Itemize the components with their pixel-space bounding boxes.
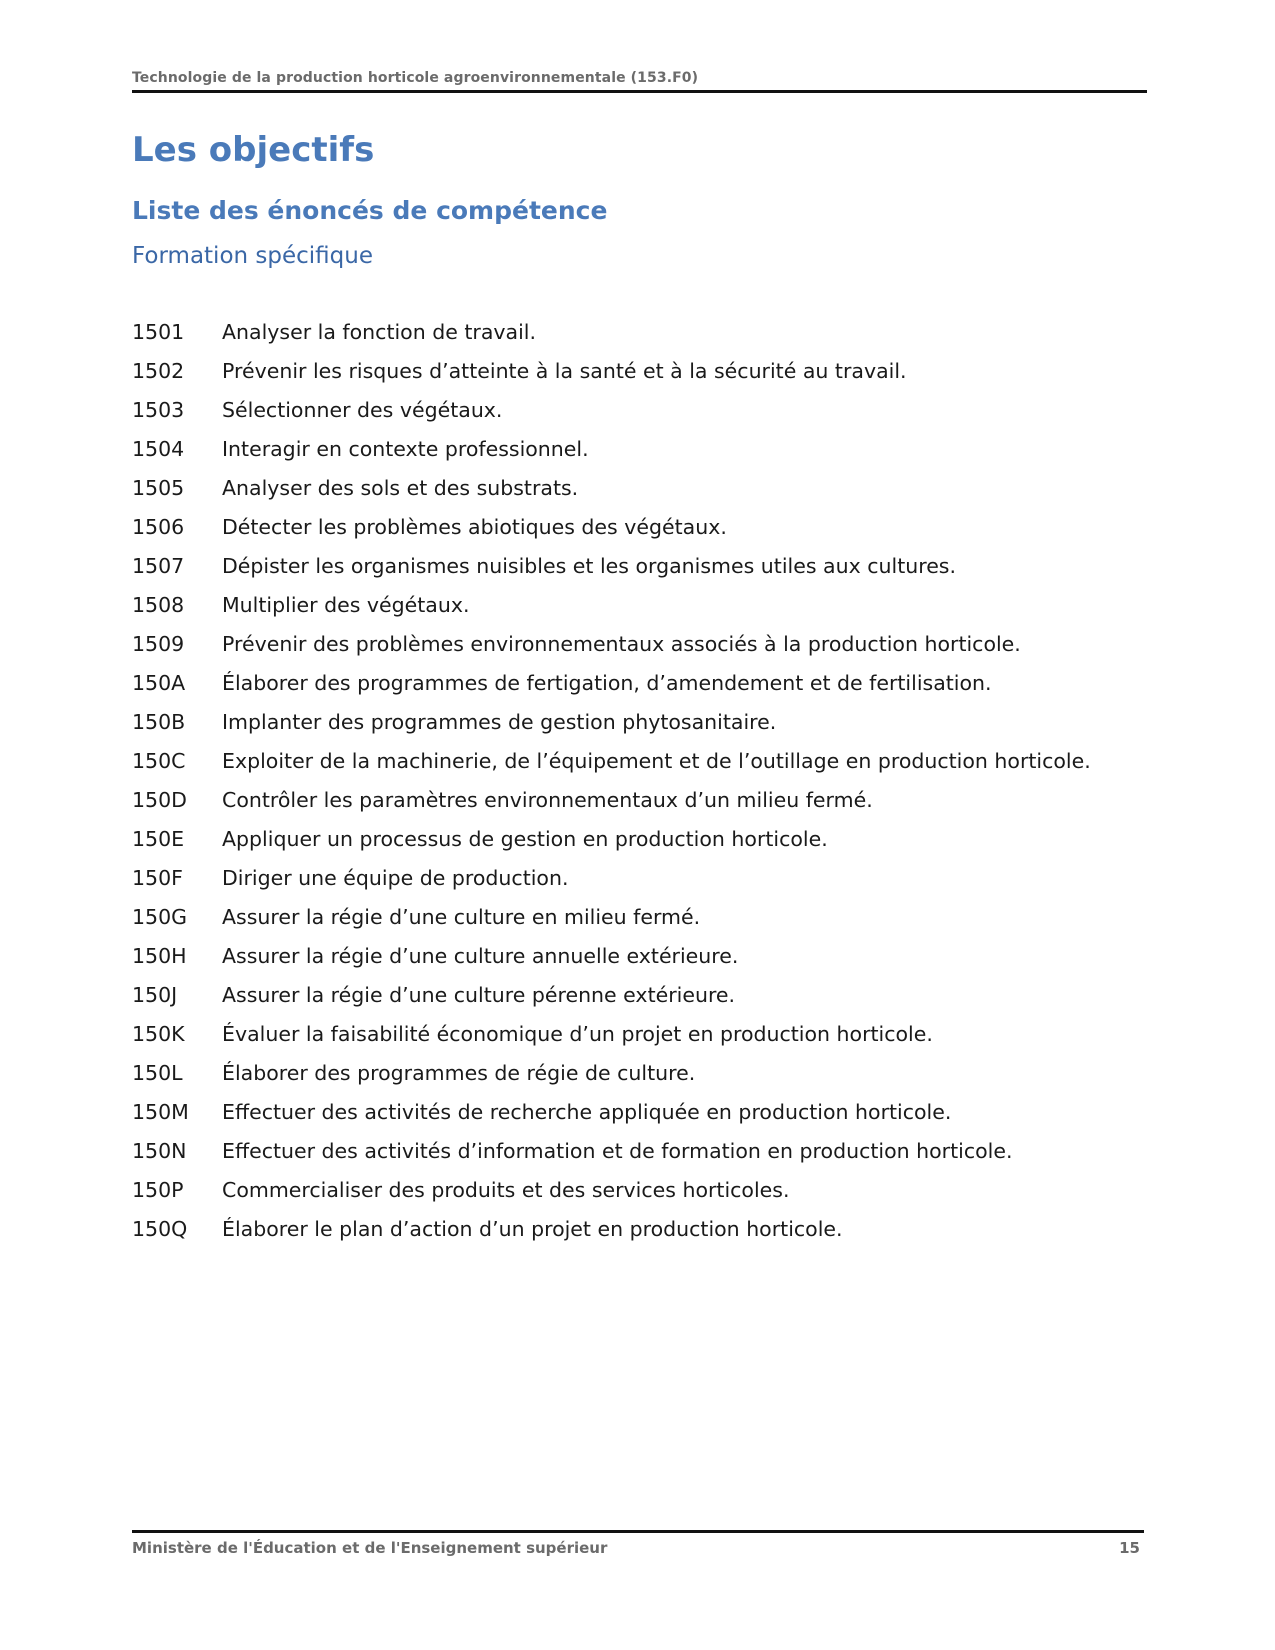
- competence-text: Exploiter de la machinerie, de l’équipement et de l’outillage en production horticole.: [222, 749, 1091, 773]
- competence-text: Effectuer des activités d’information et de formation en production horticole.: [222, 1139, 1013, 1163]
- competence-code: 1504: [132, 437, 185, 461]
- section-title: Formation spécifique: [132, 243, 373, 269]
- list-item: [132, 1217, 1147, 1256]
- competence-code: 150P: [132, 1178, 184, 1202]
- list-item: [132, 788, 1147, 827]
- list-item: [132, 554, 1147, 593]
- competence-text: Détecter les problèmes abiotiques des végétaux.: [222, 515, 727, 539]
- list-item: [132, 710, 1147, 749]
- page-header: [132, 70, 1147, 93]
- competence-text: Prévenir les risques d’atteinte à la santé et à la sécurité au travail.: [222, 359, 907, 383]
- competence-text: Interagir en contexte professionnel.: [222, 437, 589, 461]
- competence-text: Appliquer un processus de gestion en production horticole.: [222, 827, 828, 851]
- competence-code: 150K: [132, 1022, 185, 1046]
- competence-text: Élaborer des programmes de régie de culture.: [222, 1061, 696, 1085]
- competence-code: 1505: [132, 476, 185, 500]
- list-item: [132, 437, 1147, 476]
- running-title: Technologie de la production horticole agroenvironnementale (153.F0): [132, 70, 699, 86]
- competence-code: 150N: [132, 1139, 187, 1163]
- competence-code: 150Q: [132, 1217, 188, 1241]
- page-footer: [132, 1530, 1144, 1557]
- competence-code: 150M: [132, 1100, 189, 1124]
- list-item: [132, 1061, 1147, 1100]
- competence-text: Évaluer la faisabilité économique d’un projet en production horticole.: [222, 1022, 933, 1046]
- competence-text: Implanter des programmes de gestion phytosanitaire.: [222, 710, 777, 734]
- list-item: [132, 593, 1147, 632]
- list-item: [132, 398, 1147, 437]
- list-item: [132, 320, 1147, 359]
- competence-code: 150L: [132, 1061, 183, 1085]
- competence-code: 150B: [132, 710, 186, 734]
- list-item: [132, 1178, 1147, 1217]
- list-item: [132, 671, 1147, 710]
- competence-text: Prévenir des problèmes environnementaux associés à la production horticole.: [222, 632, 1021, 656]
- competence-text: Assurer la régie d’une culture pérenne extérieure.: [222, 983, 736, 1007]
- competence-text: Élaborer le plan d’action d’un projet en production horticole.: [222, 1217, 843, 1241]
- competence-text: Contrôler les paramètres environnementaux d’un milieu fermé.: [222, 788, 873, 812]
- competence-code: 1508: [132, 593, 185, 617]
- competence-code: 150J: [132, 983, 178, 1007]
- competence-text: Assurer la régie d’une culture en milieu fermé.: [222, 905, 701, 929]
- list-item: [132, 359, 1147, 398]
- competence-text: Assurer la régie d’une culture annuelle extérieure.: [222, 944, 739, 968]
- list-item: [132, 515, 1147, 554]
- competence-text: Commercialiser des produits et des services horticoles.: [222, 1178, 790, 1202]
- competence-text: Diriger une équipe de production.: [222, 866, 569, 890]
- footer-ministry: Ministère de l'Éducation et de l'Enseignement supérieur: [132, 1539, 608, 1557]
- list-item: [132, 1139, 1147, 1178]
- list-item: [132, 944, 1147, 983]
- competence-text: Sélectionner des végétaux.: [222, 398, 503, 422]
- competence-code: 1501: [132, 320, 185, 344]
- competence-text: Analyser la fonction de travail.: [222, 320, 536, 344]
- competence-text: Multiplier des végétaux.: [222, 593, 470, 617]
- list-item: [132, 905, 1147, 944]
- list-item: [132, 983, 1147, 1022]
- competence-code: 150A: [132, 671, 186, 695]
- list-item: [132, 749, 1147, 788]
- competence-text: Effectuer des activités de recherche appliquée en production horticole.: [222, 1100, 952, 1124]
- list-item: [132, 1022, 1147, 1061]
- page-subtitle: Liste des énoncés de compétence: [132, 196, 608, 225]
- competence-code: 1502: [132, 359, 185, 383]
- competence-text: Élaborer des programmes de fertigation, d’amendement et de fertilisation.: [222, 671, 992, 695]
- competence-code: 1503: [132, 398, 185, 422]
- competence-code: 1506: [132, 515, 185, 539]
- competence-code: 1507: [132, 554, 185, 578]
- page-title: Les objectifs: [132, 130, 375, 170]
- competence-code: 150F: [132, 866, 183, 890]
- competence-code: 150G: [132, 905, 188, 929]
- list-item: [132, 476, 1147, 515]
- list-item: [132, 827, 1147, 866]
- list-item: [132, 1100, 1147, 1139]
- competence-list: [132, 320, 1147, 1256]
- competence-text: Dépister les organismes nuisibles et les organismes utiles aux cultures.: [222, 554, 957, 578]
- page-number: 15: [1119, 1539, 1140, 1557]
- competence-code: 150C: [132, 749, 186, 773]
- competence-code: 150D: [132, 788, 187, 812]
- list-item: [132, 632, 1147, 671]
- competence-code: 150H: [132, 944, 187, 968]
- competence-code: 150E: [132, 827, 185, 851]
- competence-text: Analyser des sols et des substrats.: [222, 476, 579, 500]
- competence-code: 1509: [132, 632, 185, 656]
- list-item: [132, 866, 1147, 905]
